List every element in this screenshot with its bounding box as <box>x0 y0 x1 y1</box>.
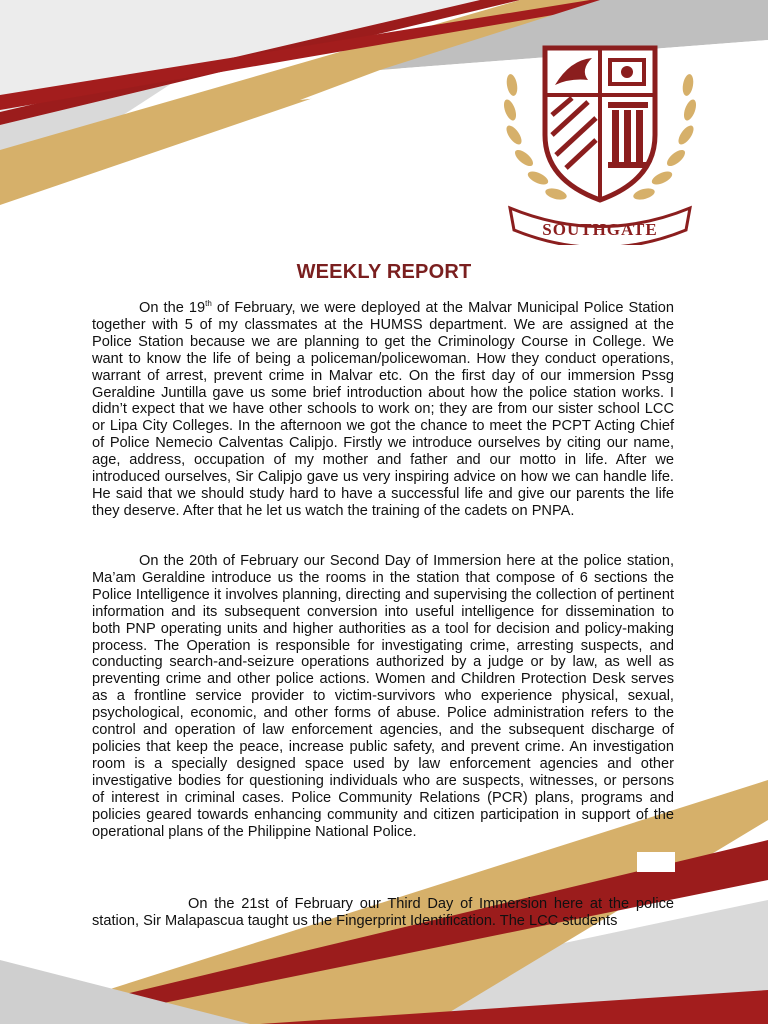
southgate-logo <box>500 40 700 245</box>
ordinal-suffix: th <box>205 299 212 309</box>
page-title: WEEKLY REPORT <box>296 261 472 283</box>
paragraph-1-lead: On the 19 <box>139 300 206 316</box>
paragraph-2: On the 20th of February our Second Day of Immersion here at the police station, Ma’am Geraldine introduce us the rooms in the station that compose of 6 sections the Police Intelligence it involves planning, directing and supervising the collection of pertinent information and its subsequent conversion into useful intelligence for dissemination to both PNP operating units and higher authorities as a tool for decision and policy-making process. The Operation is responsible for investigating crime, arresting suspects, and conducting search-and-seizure operations authorized by a judge or by law, as well as preventing crime and other police actions. Women and Children Protection Desk serves as a frontline service provider to victim-survivors who experience physical, sexual, psychological, economic, and other forms of abuse. Police administration refers to the control and operation of law enforcement agencies, and the subsequent discharge of policies that keep the peace, increase public safety, and prevent crime. An investigation room is a specially designed space used by law enforcement agencies and other investigative bodies for questioning individuals who are suspects, witnesses, or persons of interest in criminal cases. Police Community Relations (PCR) plans, programs and policies geared towards enhancing community and citizen participation in support of the operational plans of the Philippine National Police. <box>92 553 674 840</box>
paragraph-1 <box>92 300 674 520</box>
white-mask <box>637 852 675 872</box>
paragraph-3: On the 21st of February our Third Day of Immersion here at the police station, Sir Malapascua taught us the Fingerprint Identification. The LCC students <box>92 896 674 929</box>
paragraph-1-rest: of February, we were deployed at the Malvar Municipal Police Station together with 5 of my classmates at the HUMSS department. We are assigned at the Police Station because we are planning to get the Criminology Course in College. We want to know the life of being a policeman/policewoman. How they conduct operations, warrant of arrest, prevent crime in Malvar etc. On the first day of our immersion Pssg Geraldine Juntilla gave us some brief introduction about how the police station works. I didn’t expect that we have other schools to work on; they are from our sister school LCC or Lipa City Colleges. In the afternoon we got the chance to meet the PCPT Acting Chief of Police Nemecio Calventas Calipjo. Firstly we introduce ourselves by citing our name, age, address, occupation of my mother and father and our motto in life. After we introduced ourselves, Sir Calipjo gave us very inspiring advice on how we can handle life. He said that we should study hard to have a successful life and give our parents the life they deserve. After that he let us watch the training of the cadets on PNPA. <box>92 300 674 519</box>
logo-text: SOUTHGATE <box>542 220 658 239</box>
